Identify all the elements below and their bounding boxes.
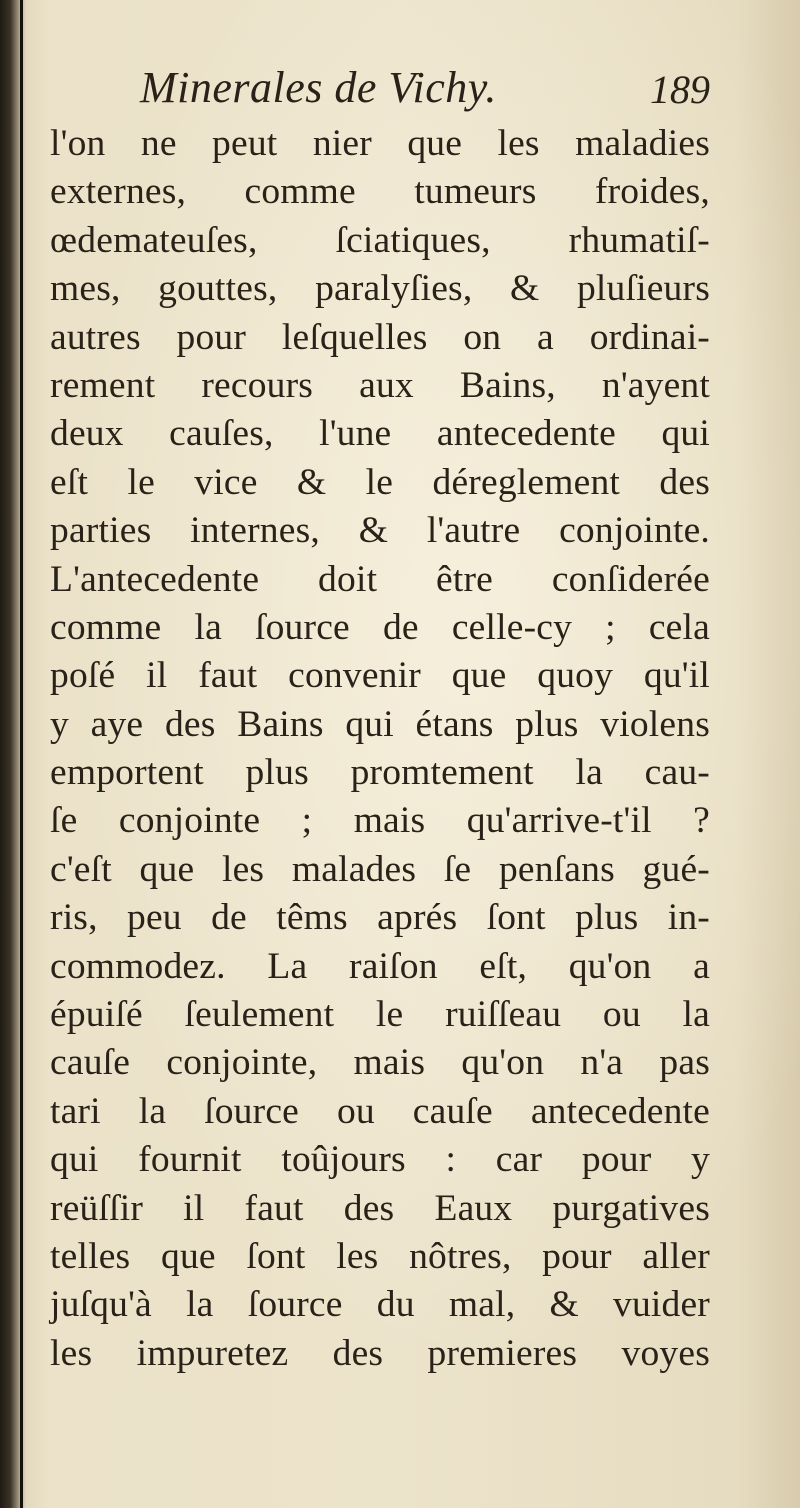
text-line: les impuretez des premieres voyes	[50, 1332, 710, 1374]
text-line: poſé il faut convenir que quoy qu'il	[50, 655, 710, 697]
text-line: comme la ſource de celle-cy ; cela	[50, 606, 710, 648]
text-line: mes, gouttes, paralyſies, & pluſieurs	[50, 268, 710, 310]
text-line: telles que ſont les nôtres, pour aller	[50, 1235, 710, 1277]
text-line: cauſe conjointe, mais qu'on n'a pas	[50, 1042, 710, 1084]
text-line: deux cauſes, l'une antecedente qui	[50, 413, 710, 455]
text-line: juſqu'à la ſource du mal, & vuider	[50, 1284, 710, 1326]
book-binding-edge	[20, 0, 23, 1508]
text-line: l'on ne peut nier que les maladies	[50, 123, 710, 164]
text-line: y aye des Bains qui étans plus violens	[50, 703, 710, 745]
text-line: externes, comme tumeurs froides,	[50, 171, 710, 213]
text-line: ris, peu de têms aprés ſont plus in-	[50, 897, 710, 939]
text-line: ſe conjointe ; mais qu'arrive-t'il ?	[50, 800, 710, 842]
text-line: autres pour leſquelles on a ordinai-	[50, 316, 710, 358]
text-line: c'eſt que les malades ſe penſans gué-	[50, 848, 710, 890]
page-number: 189	[650, 67, 710, 112]
text-line: œdemateuſes, ſciatiques, rhumatiſ-	[50, 219, 710, 261]
text-line: emportent plus promtement la cau-	[50, 752, 710, 794]
text-line: tari la ſource ou cauſe antecedente	[50, 1090, 710, 1132]
text-line: rement recours aux Bains, n'ayent	[50, 364, 710, 406]
body-text	[50, 120, 710, 1378]
text-line: reüſſir il faut des Eaux purgatives	[50, 1187, 710, 1229]
text-line: commodez. La raiſon eſt, qu'on a	[50, 945, 710, 987]
text-line: parties internes, & l'autre conjointe.	[50, 510, 710, 552]
text-line: eſt le vice & le déreglement des	[50, 461, 710, 503]
running-title: Minerales de Vichy.	[140, 63, 497, 112]
page-header	[140, 62, 710, 118]
text-line: qui fournit toûjours : car pour y	[50, 1139, 710, 1181]
text-line: épuiſé ſeulement le ruiſſeau ou la	[50, 994, 710, 1036]
text-line: L'antecedente doit être conſiderée	[50, 558, 710, 600]
